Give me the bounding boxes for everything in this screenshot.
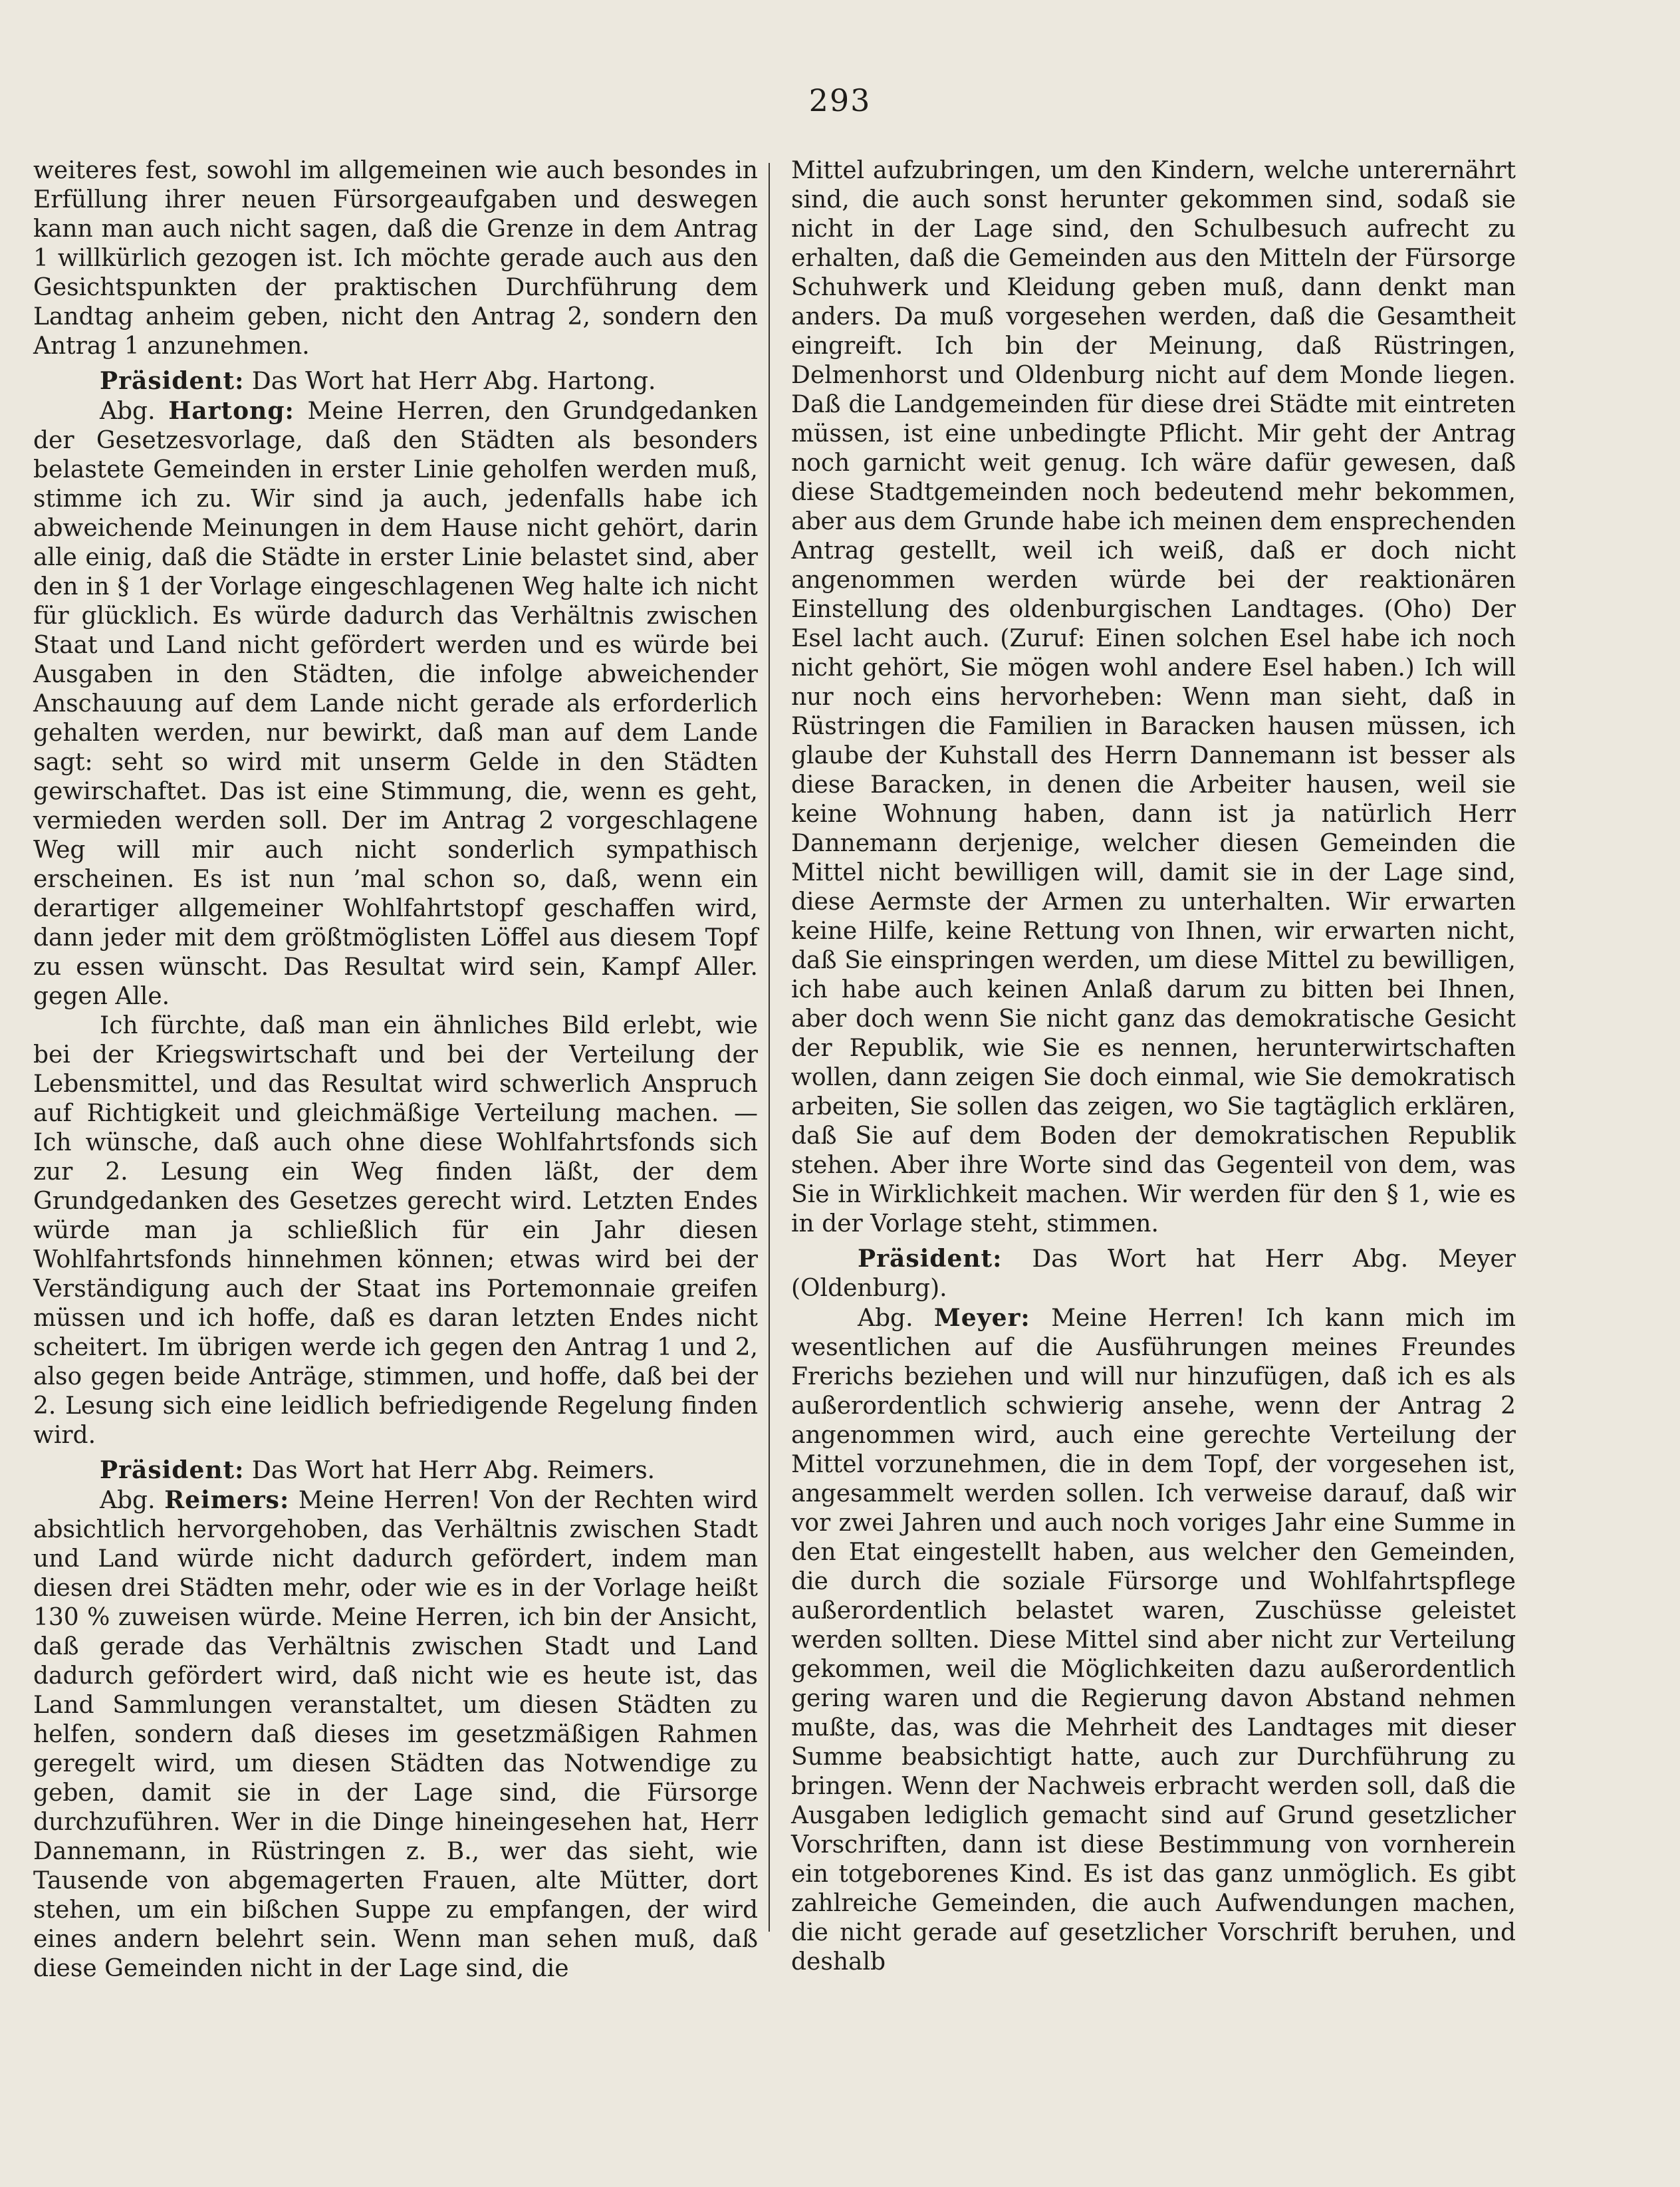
speaker-paragraph	[33, 396, 758, 1011]
paragraph-text: Meine Herren, den Grundgedanken der Gesetzesvorlage, daß den Städten als besonders belastete Gemeinden in erster Linie geholfen werden muß, stimme ich zu. Wir sind ja auch, jedenfalls habe ich abweichende Meinungen in dem Hause nicht gehört, darin alle einig, daß die Städte in erster Linie belastet sind, aber den in § 1 der Vorlage eingeschlagenen Weg halte ich nicht für glücklich. Es würde dadurch das Verhältnis zwischen Staat und Land nicht gefördert werden und es würde bei Ausgaben in den Städten, die infolge abweichender Anschauung auf dem Lande nicht gerade als erforderlich gehalten werden, nur bewirkt, daß man auf dem Lande sagt: seht so wird mit unserm Gelde in den Städten gewirschaftet. Das ist eine Stimmung, die, wenn es geht, vermieden werden soll. Der im Antrag 2 vorgeschlagene Weg will mir auch nicht sonderlich sympathisch erscheinen. Es ist nun ’mal schon so, daß, wenn ein derartiger allgemeiner Wohlfahrtstopf geschaffen wird, dann jeder mit dem größtmöglisten Löffel aus diesem Topf zu essen wünscht. Das Resultat wird sein, Kampf Aller. gegen Alle.	[33, 398, 758, 1010]
speaker-name: Hartong:	[168, 397, 295, 425]
paragraph-text: Das Wort hat Herr Abg. Reimers.	[244, 1457, 656, 1484]
left-column	[33, 156, 758, 1984]
speaker-paragraph	[33, 1485, 758, 1984]
speaker-paragraph	[33, 366, 758, 396]
speaker-prefix: Abg.	[100, 1487, 165, 1514]
speaker-name: Präsident:	[100, 1456, 245, 1484]
speaker-prefix: Abg.	[100, 398, 169, 425]
right-column	[791, 156, 1516, 1977]
paragraph-text: Meine Herren! Von der Rechten wird absichtlich hervorgehoben, das Verhältnis zwischen Stadt und Land würde nicht dadurch gefördert, indem man diesen drei Städten mehr, oder wie es in der Vorlage heißt 130 % zuweisen würde. Meine Herren, ich bin der Ansicht, daß gerade das Verhältnis zwischen Stadt und Land dadurch gefördert wird, daß nicht wie es heute ist, das Land Sammlungen veranstaltet, um diesen Städten zu helfen, sondern daß dieses im gesetzmäßigen Rahmen geregelt wird, um diesen Städten das Notwendige zu geben, damit sie in der Lage sind, die Fürsorge durchzuführen. Wer in die Dinge hineingesehen hat, Herr Dannemann, in Rüstringen z. B., wer das sieht, wie Tausende von abgemagerten Frauen, alte Mütter, dort stehen, um ein bißchen Suppe zu empfangen, der wird eines andern belehrt sein. Wenn man sehen muß, daß diese Gemeinden nicht in der Lage sind, die	[33, 1487, 758, 1982]
paragraph-text: Das Wort hat Herr Abg. Meyer (Oldenburg).	[791, 1245, 1516, 1302]
page-number: 293	[808, 82, 872, 118]
speaker-name: Präsident:	[100, 367, 245, 395]
paragraph-text: Meine Herren! Ich kann mich im wesentlichen auf die Ausführungen meines Freundes Frerichs beziehen und will nur hinzufügen, daß ich es als außerordentlich schwierig ansehe, wenn der Antrag 2 angenommen wird, auch eine gerechte Verteilung der Mittel vorzunehmen, die in dem Topf, der vorgesehen ist, angesammelt werden sollen. Ich verweise darauf, daß wir vor zwei Jahren und auch noch voriges Jahr eine Summe in den Etat eingestellt haben, aus welcher den Gemeinden, die durch die soziale Fürsorge und Wohlfahrtspflege außerordentlich belastet waren, Zuschüsse geleistet werden sollten. Diese Mittel sind aber nicht zur Verteilung gekommen, weil die Möglichkeiten dazu außerordentlich gering waren und die Regierung davon Abstand nehmen mußte, das, was die Mehrheit des Landtages mit dieser Summe beabsichtigt hatte, auch zur Durchführung zu bringen. Wenn der Nachweis erbracht werden soll, daß die Ausgaben lediglich gemacht sind auf Grund gesetzlicher Vorschriften, dann ist diese Bestimmung von vornherein ein totgeborenes Kind. Es ist das ganz unmöglich. Es gibt zahlreiche Gemeinden, die auch Aufwendungen machen, die nicht gerade auf gesetzlicher Vorschrift beruhen, und deshalb	[791, 1305, 1516, 1976]
column-divider	[769, 163, 770, 1932]
paragraph: Mittel aufzubringen, um den Kindern, welche unterernährt sind, die auch sonst herunter gekommen sind, sodaß sie nicht in der Lage sind, den Schulbesuch aufrecht zu erhalten, daß die Gemeinden aus den Mitteln der Fürsorge Schuhwerk und Kleidung geben muß, dann denkt man anders. Da muß vorgesehen werden, daß die Gesamtheit eingreift. Ich bin der Meinung, daß Rüstringen, Delmenhorst und Oldenburg nicht auf dem Monde liegen. Daß die Landgemeinden für diese drei Städte mit eintreten müssen, ist eine unbedingte Pflicht. Mir geht der Antrag noch garnicht weit genug. Ich wäre dafür gewesen, daß diese Stadtgemeinden noch bedeutend mehr bekommen, aber aus dem Grunde habe ich meinen dem ensprechenden Antrag gestellt, weil ich weiß, daß er doch nicht angenommen werden würde bei der reaktionären Einstellung des oldenburgischen Landtages. (Oho) Der Esel lacht auch. (Zuruf: Einen solchen Esel habe ich noch nicht gehört, Sie mögen wohl andere Esel haben.) Ich will nur noch eins hervorheben: Wenn man sieht, daß in Rüstringen die Familien in Baracken hausen müssen, ich glaube der Kuhstall des Herrn Dannemann ist besser als diese Baracken, in denen die Arbeiter hausen, weil sie keine Wohnung haben, dann ist ja natürlich Herr Dannemann derjenige, welcher diesen Gemeinden die Mittel nicht bewilligen will, damit sie in der Lage sind, diese Aermste der Armen zu unterhalten. Wir erwarten keine Hilfe, keine Rettung von Ihnen, wir erwarten nicht, daß Sie einspringen werden, um diese Mittel zu bewilligen, ich habe auch keinen Anlaß darum zu bitten bei Ihnen, aber doch wenn Sie nicht ganz das demokratische Gesicht der Republik, wie Sie es nennen, herunterwirtschaften wollen, dann zeigen Sie doch einmal, wie Sie demokratisch arbeiten, Sie sollen das zeigen, wo Sie tagtäglich erklären, daß Sie auf dem Boden der demokratischen Republik stehen. Aber ihre Worte sind das Gegenteil von dem, was Sie in Wirklichkeit machen. Wir werden für den § 1, wie es in der Vorlage steht, stimmen.	[791, 157, 1516, 1237]
speaker-paragraph	[791, 1244, 1516, 1303]
paragraph-text: Das Wort hat Herr Abg. Hartong.	[244, 368, 656, 395]
speaker-name: Präsident:	[858, 1245, 1003, 1273]
speaker-name: Meyer:	[933, 1304, 1030, 1332]
speaker-name: Reimers:	[164, 1486, 290, 1514]
speaker-prefix: Abg.	[858, 1305, 934, 1332]
paragraph: weiteres fest, sowohl im allgemeinen wie auch besondes in Erfüllung ihrer neuen Fürsorgeaufgaben und deswegen kann man auch nicht sagen, daß die Grenze in dem Antrag 1 willkürlich gezogen ist. Ich möchte gerade auch aus den Gesichtspunkten der praktischen Durchführung dem Landtag anheim geben, nicht den Antrag 2, sondern den Antrag 1 anzunehmen.	[33, 157, 758, 360]
paragraph: Ich fürchte, daß man ein ähnliches Bild erlebt, wie bei der Kriegswirtschaft und bei der Verteilung der Lebensmittel, und das Resultat wird schwerlich Anspruch auf Richtigkeit und gleichmäßige Verteilung machen. — Ich wünsche, daß auch ohne diese Wohlfahrtsfonds sich zur 2. Lesung ein Weg finden läßt, der dem Grundgedanken des Gesetzes gerecht wird. Letzten Endes würde man ja schließlich für ein Jahr diesen Wohlfahrtsfonds hinnehmen können; etwas wird bei der Verständigung auch der Staat ins Portemonnaie greifen müssen und ich hoffe, daß es daran letzten Endes nicht scheitert. Im übrigen werde ich gegen den Antrag 1 und 2, also gegen beide Anträge, stimmen, und hoffe, daß bei der 2. Lesung sich eine leidlich befriedigende Regelung finden wird.	[33, 1012, 758, 1449]
speaker-paragraph	[791, 1303, 1516, 1977]
speaker-paragraph	[33, 1456, 758, 1485]
